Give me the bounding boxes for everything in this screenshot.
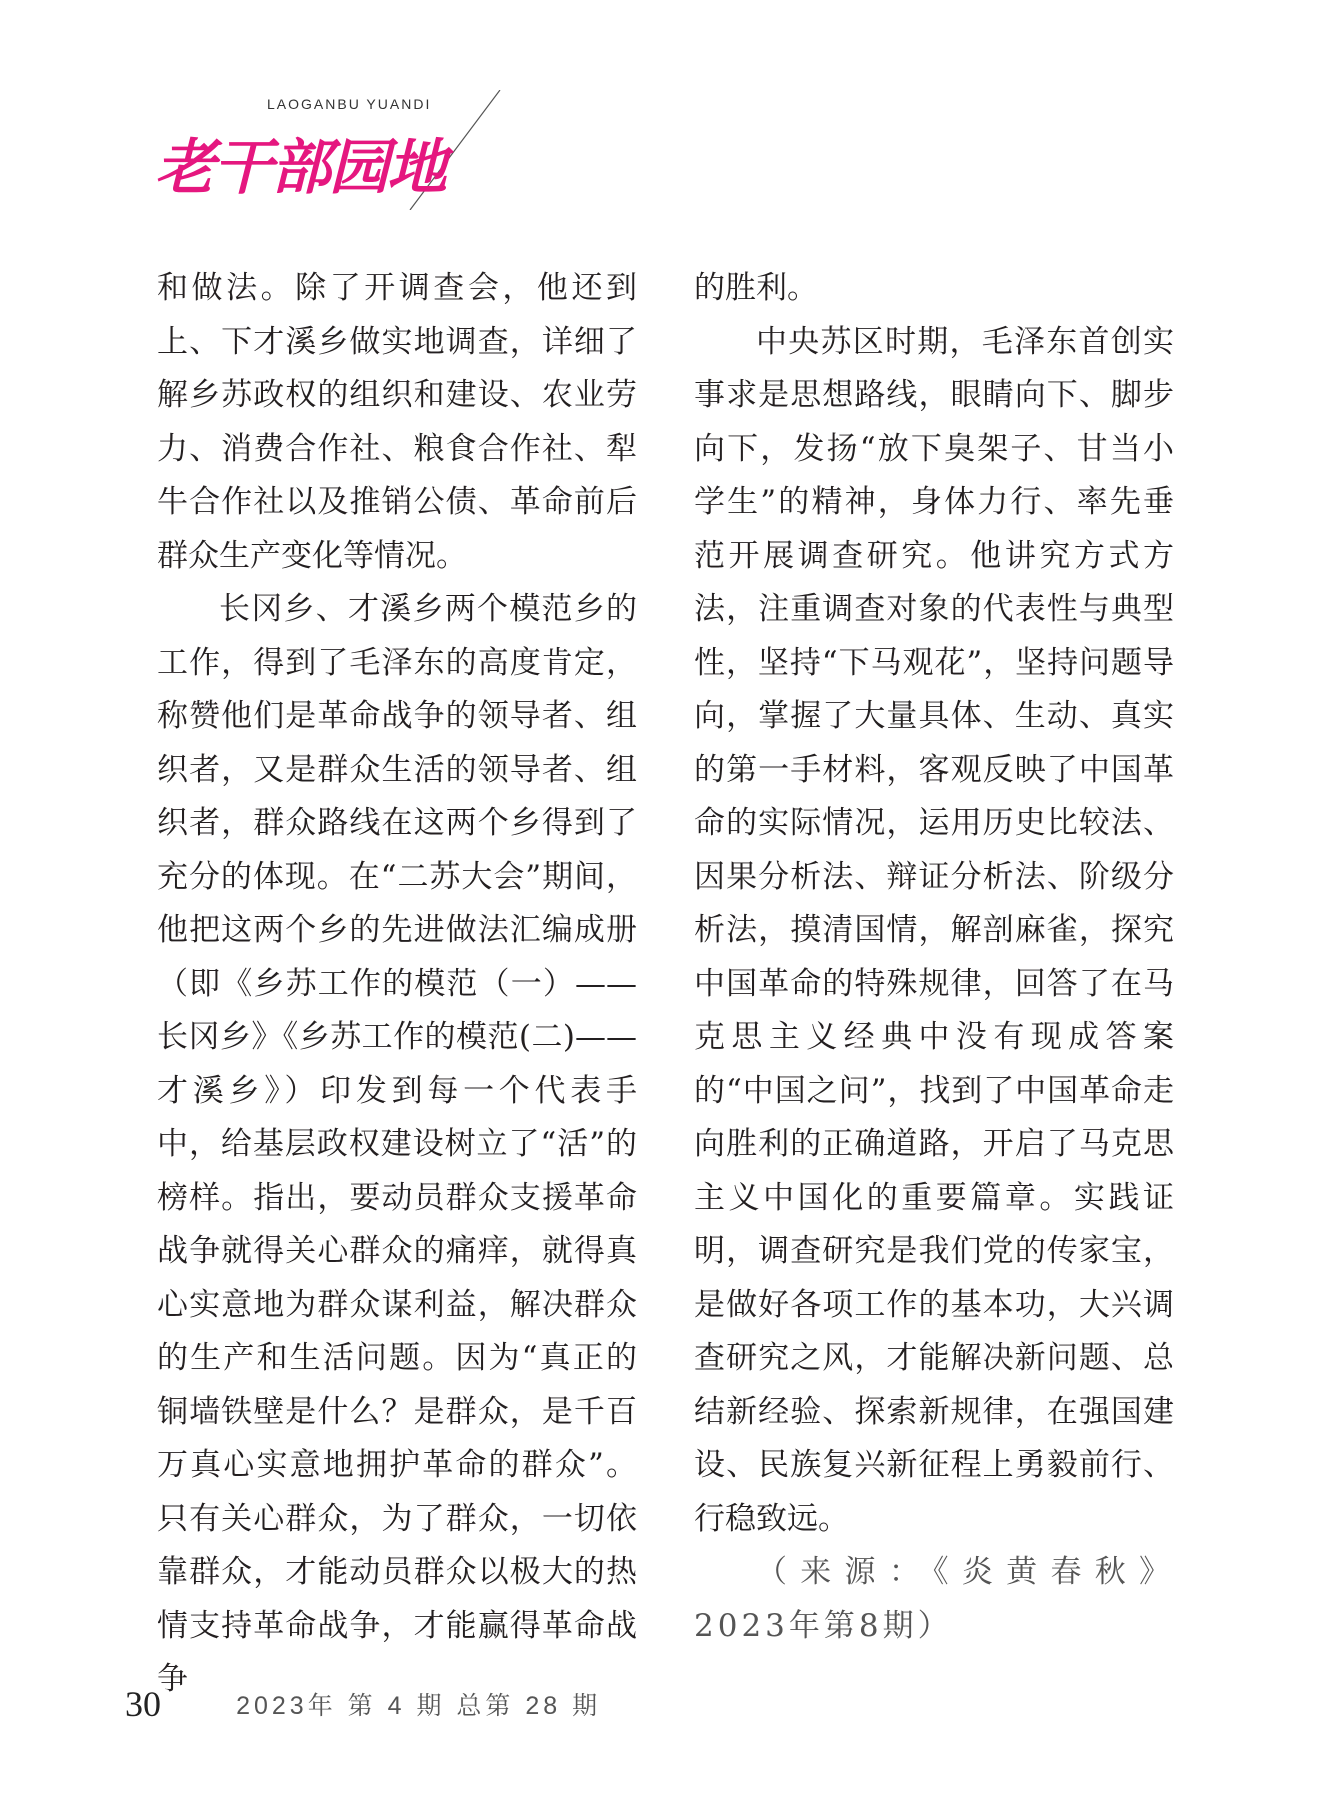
issue-info: 2023年 第 4 期 总第 28 期 (236, 1692, 602, 1720)
page-number: 30 (125, 1684, 161, 1724)
paragraph: 长冈乡、才溪乡两个模范乡的工作，得到了毛泽东的高度肯定，称赞他们是革命战争的领导者、组织者，又是群众生活的领导者、组织者，群众路线在这两个乡得到了充分的体现。在“二苏大会”期间，他把这两个乡的先进做法汇编成册（即《乡苏工作的模范（一）——长冈乡》《乡苏工作的模范(二)——才溪乡》）印发到每一个代表手中，给基层政权建设树立了“活”的榜样。指出，要动员群众支援革命战争就得关心群众的痛痒，就得真心实意地为群众谋利益，解决群众的生产和生活问题。因为“真正的铜墙铁壁是什么？是群众，是千百万真心实意地拥护革命的群众”。只有关心群众，为了群众，一切依靠群众，才能动员群众以极大的热情支持革命战争，才能赢得革命战争 (157, 591, 637, 1697)
article-left-column (157, 262, 637, 1707)
masthead (155, 90, 475, 210)
source-citation: （来源：《炎黄春秋》2023年第8期） (694, 1554, 1174, 1644)
paragraph: 中央苏区时期，毛泽东首创实事求是思想路线，眼睛向下、脚步向下，发扬“放下臭架子、甘当小学生”的精神，身体力行、率先垂范开展调查研究。他讲究方式方法，注重调查对象的代表性与典型性，坚持“下马观花”，坚持问题导向，掌握了大量具体、生动、真实的第一手材料，客观反映了中国革命的实际情况，运用历史比较法、因果分析法、辩证分析法、阶级分析法，摸清国情，解剖麻雀，探究中国革命的特殊规律，回答了在马克思主义经典中没有现成答案的“中国之问”，找到了中国革命走向胜利的正确道路，开启了马克思主义中国化的重要篇章。实践证明，调查研究是我们党的传家宝，是做好各项工作的基本功，大兴调查研究之风，才能解决新问题、总结新经验、探索新规律，在强国建设、民族复兴新征程上勇毅前行、行稳致远。 (694, 323, 1174, 1537)
masthead-title: 老干部园地 (155, 133, 445, 203)
article-right-column (694, 262, 1174, 1653)
page-footer (125, 1683, 601, 1725)
paragraph: 的胜利。 (694, 270, 818, 306)
masthead-pinyin: LAOGANBU YUANDI (267, 96, 432, 112)
paragraph: 和做法。除了开调查会，他还到上、下才溪乡做实地调查，详细了解乡苏政权的组织和建设、农业劳力、消费合作社、粮食合作社、犁牛合作社以及推销公债、革命前后群众生产变化等情况。 (157, 270, 637, 574)
